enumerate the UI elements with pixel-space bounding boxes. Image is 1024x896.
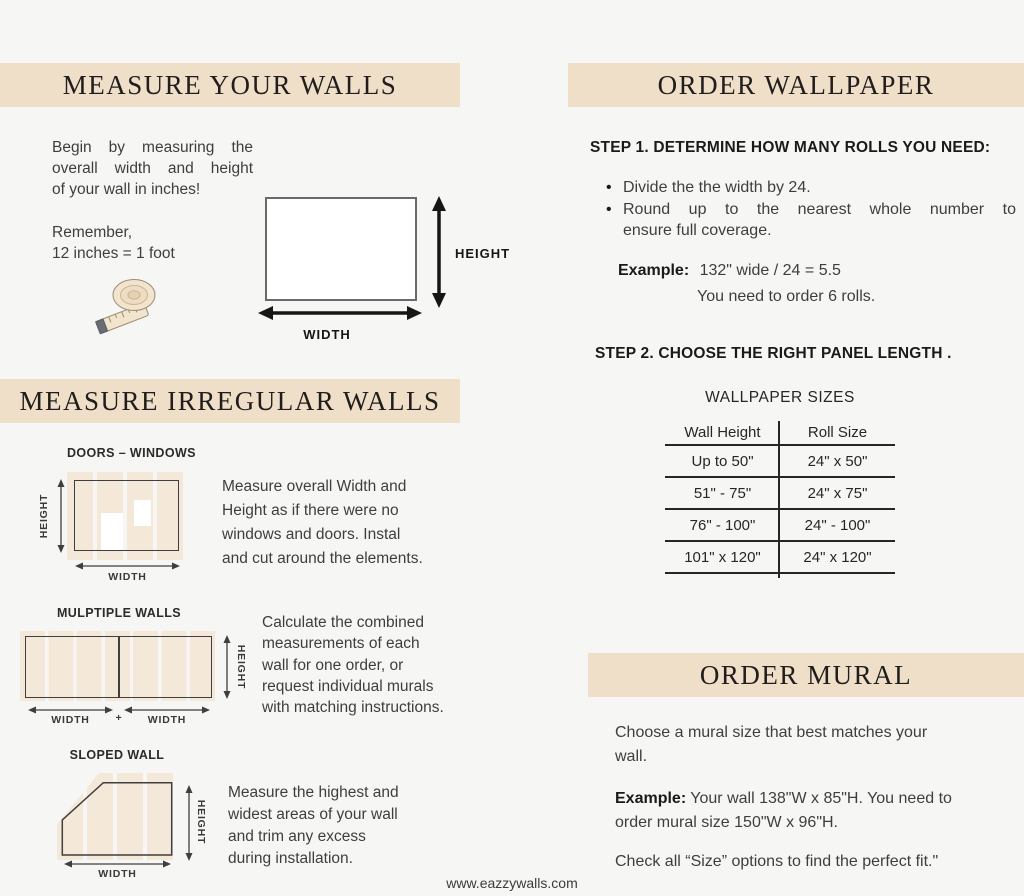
door-shape [101,513,123,550]
order-mural-intro [615,721,1015,768]
sloped-wall-text [228,782,448,870]
width-label: WIDTH [108,571,147,583]
measure-intro-paragraph [52,137,253,200]
width-label: WIDTH [303,327,351,342]
table-row [665,510,895,542]
table-row [665,542,895,574]
height-label: HEIGHT [455,246,511,261]
website-url: www.eazzywalls.com [446,875,578,891]
intro-line: of your wall in inches! [52,181,201,198]
col-header-roll-size: Roll Size [807,423,868,441]
example-label: Example: [615,790,687,807]
section-title: ORDER WALLPAPER [657,69,935,100]
order-mural-example [615,787,1024,834]
intro-line: Begin by measuring the [52,139,253,156]
text-line: measurements of each [262,635,420,653]
step1-example-result: You need to order 6 rolls. [697,288,876,305]
cell-roll-size: 24" - 100" [804,516,871,534]
text-line: wall for one order, or [262,656,404,674]
text-line: with matching instructions. [262,699,444,717]
bullet-dot: • [606,200,612,218]
text-line: request individual murals [262,677,434,695]
table-header-row [665,420,895,446]
wallpaper-sizes-table [665,420,895,574]
bullet-item [606,177,1016,199]
window-shape [134,500,151,526]
intro-line: overall width and height [52,160,253,177]
height-arrow [221,635,233,699]
bullet-text: Round up to the nearest whole number to [623,200,1016,218]
plus-sign: + [115,712,123,724]
text-line: Calculate the combined [262,614,424,631]
text-line: widest areas of your wall [228,806,398,823]
height-arrow [426,196,452,308]
table-row [665,446,895,478]
cell-roll-size: 24" x 120" [803,548,872,566]
width-label-right: WIDTH [147,714,187,726]
text-line: and cut around the elements. [222,550,423,567]
text-line: Measure the highest and [228,784,399,801]
text-line: windows and doors. Instal [222,526,401,543]
cell-wall-height: Up to 50" [691,452,754,470]
text-line: Height as if there were no [222,502,399,519]
step1-example [618,260,841,282]
sloped-wall-title: SLOPED WALL [69,748,165,762]
col-header-wall-height: Wall Height [684,423,761,441]
section-title: MEASURE YOUR WALLS [62,69,398,100]
wall-divider-line [118,636,120,698]
step1-bullets [606,177,1016,242]
text-line: during installation. [228,850,353,867]
cell-roll-size: 24" x 50" [807,452,868,470]
cell-roll-size: 24" x 75" [807,484,868,502]
bullet-text: Divide the the width by 24. [623,179,811,196]
table-column-divider [778,421,780,578]
step1-heading: STEP 1. DETERMINE HOW MANY ROLLS YOU NEED: [590,139,991,156]
height-arrow [55,479,67,553]
wall-diagram-rectangle [265,197,417,301]
width-label: WIDTH [98,868,137,880]
example-text: Your wall 138"W x 85"H. You need to [690,790,952,807]
section-header-order-wallpaper [568,63,1024,107]
text-line: wall. [615,747,648,765]
text-line: and trim any excess [228,828,366,845]
remember-line: 12 inches = 1 foot [52,245,175,262]
height-arrow [183,785,195,861]
multiple-walls-title: MULPTIPLE WALLS [56,606,182,620]
remember-line: Remember, [52,224,133,241]
step2-heading: STEP 2. CHOOSE THE RIGHT PANEL LENGTH . [595,345,952,362]
width-arrow [258,300,422,326]
cell-wall-height: 76" - 100" [689,516,756,534]
doors-windows-wall-outline [74,480,179,551]
section-title: MEASURE IRREGULAR WALLS [19,385,441,416]
bullet-text: ensure full coverage. [623,222,772,239]
cell-wall-height: 101" x 120" [684,548,761,566]
example-calculation: 132" wide / 24 = 5.5 [699,262,841,279]
table-row [665,478,895,510]
bullet-dot: • [606,179,612,196]
cell-wall-height: 51" - 75" [693,484,752,502]
table-title: WALLPAPER SIZES [705,389,855,406]
bullet-item [606,199,1016,242]
example-label: Example: [618,262,690,279]
height-label: HEIGHT [235,644,247,690]
section-header-measure-irregular-walls [0,379,460,423]
remember-note [52,222,253,264]
text-line [615,787,1024,811]
height-label: HEIGHT [195,799,207,845]
text-line: Measure overall Width and [222,478,407,495]
section-header-measure-your-walls [0,63,460,107]
doors-windows-title: DOORS – WINDOWS [67,446,196,460]
multiple-walls-text [262,612,462,718]
width-label-left: WIDTH [51,714,90,726]
sloped-wall-outline [57,773,182,865]
text-line: order mural size 150"W x 96"H. [615,813,838,831]
section-header-order-mural [588,653,1024,697]
doors-windows-text [222,475,458,571]
text-line: Choose a mural size that best matches your [615,724,928,741]
order-mural-check-note: Check all “Size” options to find the perfect fit." [615,853,939,870]
section-title: ORDER MURAL [699,659,913,690]
height-label: HEIGHT [38,493,50,539]
tape-measure-icon [92,274,164,336]
